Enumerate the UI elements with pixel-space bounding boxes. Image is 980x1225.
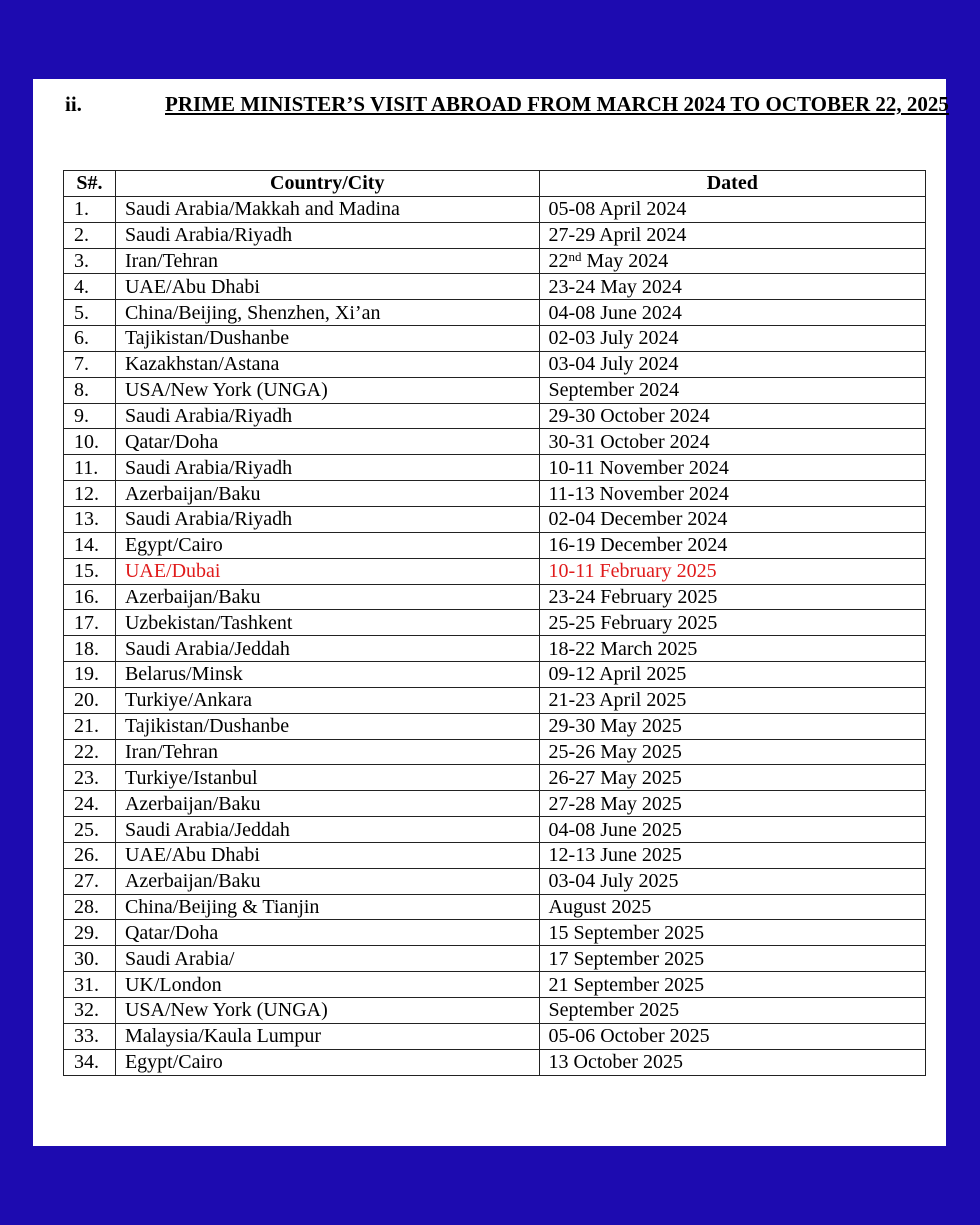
serial-number-cell: 10. bbox=[64, 429, 116, 455]
serial-number-cell: 3. bbox=[64, 248, 116, 274]
serial-number-cell: 11. bbox=[64, 455, 116, 481]
date-cell: 02-03 July 2024 bbox=[539, 326, 925, 352]
serial-number-cell: 18. bbox=[64, 636, 116, 662]
date-cell: 05-08 April 2024 bbox=[539, 196, 925, 222]
date-cell: 25-25 February 2025 bbox=[539, 610, 925, 636]
date-cell: 16-19 December 2024 bbox=[539, 532, 925, 558]
country-city-cell: Turkiye/Ankara bbox=[115, 687, 539, 713]
date-ordinal-suffix: nd bbox=[568, 248, 582, 264]
serial-number-cell: 25. bbox=[64, 817, 116, 843]
table-row bbox=[64, 300, 926, 326]
section-number: ii. bbox=[65, 92, 82, 116]
date-cell: September 2025 bbox=[539, 998, 925, 1024]
table-row bbox=[64, 998, 926, 1024]
table-row bbox=[64, 817, 926, 843]
country-city-cell: Iran/Tehran bbox=[115, 248, 539, 274]
table-row bbox=[64, 274, 926, 300]
table-row bbox=[64, 222, 926, 248]
date-cell: 10-11 February 2025 bbox=[539, 558, 925, 584]
country-city-cell: USA/New York (UNGA) bbox=[115, 998, 539, 1024]
table-row bbox=[64, 687, 926, 713]
table-row bbox=[64, 972, 926, 998]
country-city-cell: China/Beijing, Shenzhen, Xi’an bbox=[115, 300, 539, 326]
serial-number-cell: 4. bbox=[64, 274, 116, 300]
table-row bbox=[64, 946, 926, 972]
date-cell: 04-08 June 2025 bbox=[539, 817, 925, 843]
table-body bbox=[64, 196, 926, 1075]
serial-number-cell: 16. bbox=[64, 584, 116, 610]
country-city-cell: Egypt/Cairo bbox=[115, 532, 539, 558]
serial-number-cell: 31. bbox=[64, 972, 116, 998]
serial-number-cell: 8. bbox=[64, 377, 116, 403]
serial-number-cell: 30. bbox=[64, 946, 116, 972]
table-row bbox=[64, 739, 926, 765]
country-city-cell: Azerbaijan/Baku bbox=[115, 868, 539, 894]
date-cell: 03-04 July 2025 bbox=[539, 868, 925, 894]
date-cell: 26-27 May 2025 bbox=[539, 765, 925, 791]
country-city-cell: Qatar/Doha bbox=[115, 429, 539, 455]
country-city-cell: Azerbaijan/Baku bbox=[115, 584, 539, 610]
country-city-cell: Azerbaijan/Baku bbox=[115, 791, 539, 817]
country-city-cell: UAE/Abu Dhabi bbox=[115, 274, 539, 300]
country-city-cell: Iran/Tehran bbox=[115, 739, 539, 765]
serial-number-cell: 24. bbox=[64, 791, 116, 817]
country-city-cell: Belarus/Minsk bbox=[115, 662, 539, 688]
date-cell: 10-11 November 2024 bbox=[539, 455, 925, 481]
serial-number-cell: 32. bbox=[64, 998, 116, 1024]
date-cell: 21-23 April 2025 bbox=[539, 687, 925, 713]
country-city-cell: Saudi Arabia/Jeddah bbox=[115, 636, 539, 662]
country-city-cell: Saudi Arabia/Riyadh bbox=[115, 455, 539, 481]
visits-table bbox=[63, 170, 926, 1076]
table-row bbox=[64, 248, 926, 274]
serial-number-cell: 28. bbox=[64, 894, 116, 920]
date-cell: 25-26 May 2025 bbox=[539, 739, 925, 765]
serial-number-cell: 26. bbox=[64, 842, 116, 868]
country-city-cell: USA/New York (UNGA) bbox=[115, 377, 539, 403]
table-row bbox=[64, 662, 926, 688]
serial-number-cell: 29. bbox=[64, 920, 116, 946]
table-row bbox=[64, 610, 926, 636]
table-row bbox=[64, 920, 926, 946]
header-dated: Dated bbox=[539, 171, 925, 197]
serial-number-cell: 13. bbox=[64, 506, 116, 532]
country-city-cell: UK/London bbox=[115, 972, 539, 998]
table-row bbox=[64, 584, 926, 610]
country-city-cell: Egypt/Cairo bbox=[115, 1049, 539, 1075]
date-cell: 30-31 October 2024 bbox=[539, 429, 925, 455]
table-row bbox=[64, 1023, 926, 1049]
date-cell: 03-04 July 2024 bbox=[539, 351, 925, 377]
table-row bbox=[64, 636, 926, 662]
section-title: PRIME MINISTER’S VISIT ABROAD FROM MARCH 2024 TO OCTOBER 22, 2025 bbox=[165, 92, 949, 116]
serial-number-cell: 12. bbox=[64, 481, 116, 507]
country-city-cell: Turkiye/Istanbul bbox=[115, 765, 539, 791]
date-cell bbox=[539, 248, 925, 274]
document-page bbox=[33, 79, 949, 1146]
date-cell: 27-28 May 2025 bbox=[539, 791, 925, 817]
serial-number-cell: 9. bbox=[64, 403, 116, 429]
table-row bbox=[64, 791, 926, 817]
table-row bbox=[64, 868, 926, 894]
country-city-cell: Saudi Arabia/Riyadh bbox=[115, 403, 539, 429]
serial-number-cell: 23. bbox=[64, 765, 116, 791]
country-city-cell: Uzbekistan/Tashkent bbox=[115, 610, 539, 636]
serial-number-cell: 34. bbox=[64, 1049, 116, 1075]
date-cell: 15 September 2025 bbox=[539, 920, 925, 946]
country-city-cell: China/Beijing & Tianjin bbox=[115, 894, 539, 920]
date-cell: 13 October 2025 bbox=[539, 1049, 925, 1075]
country-city-cell: Malaysia/Kaula Lumpur bbox=[115, 1023, 539, 1049]
table-row bbox=[64, 1049, 926, 1075]
serial-number-cell: 17. bbox=[64, 610, 116, 636]
country-city-cell: Saudi Arabia/Riyadh bbox=[115, 222, 539, 248]
table-row bbox=[64, 196, 926, 222]
table-row bbox=[64, 506, 926, 532]
date-cell: 05-06 October 2025 bbox=[539, 1023, 925, 1049]
date-cell: 09-12 April 2025 bbox=[539, 662, 925, 688]
country-city-cell: Saudi Arabia/ bbox=[115, 946, 539, 972]
date-cell: 23-24 May 2024 bbox=[539, 274, 925, 300]
serial-number-cell: 14. bbox=[64, 532, 116, 558]
table-row bbox=[64, 481, 926, 507]
table-header-row bbox=[64, 171, 926, 197]
date-cell: 29-30 October 2024 bbox=[539, 403, 925, 429]
date-cell: 02-04 December 2024 bbox=[539, 506, 925, 532]
header-country-city: Country/City bbox=[115, 171, 539, 197]
date-cell: 18-22 March 2025 bbox=[539, 636, 925, 662]
table-row bbox=[64, 842, 926, 868]
serial-number-cell: 19. bbox=[64, 662, 116, 688]
serial-number-cell: 1. bbox=[64, 196, 116, 222]
table-row bbox=[64, 894, 926, 920]
country-city-cell: Tajikistan/Dushanbe bbox=[115, 713, 539, 739]
country-city-cell: Saudi Arabia/Makkah and Madina bbox=[115, 196, 539, 222]
serial-number-cell: 2. bbox=[64, 222, 116, 248]
date-cell: 12-13 June 2025 bbox=[539, 842, 925, 868]
table-row bbox=[64, 351, 926, 377]
date-cell: 17 September 2025 bbox=[539, 946, 925, 972]
table-row bbox=[64, 713, 926, 739]
date-cell: 23-24 February 2025 bbox=[539, 584, 925, 610]
table-row bbox=[64, 532, 926, 558]
serial-number-cell: 15. bbox=[64, 558, 116, 584]
header-serial: S#. bbox=[64, 171, 116, 197]
date-day: 22 bbox=[548, 249, 569, 272]
country-city-cell: UAE/Abu Dhabi bbox=[115, 842, 539, 868]
country-city-cell: Saudi Arabia/Riyadh bbox=[115, 506, 539, 532]
table-row bbox=[64, 403, 926, 429]
table-row bbox=[64, 429, 926, 455]
date-cell: 27-29 April 2024 bbox=[539, 222, 925, 248]
country-city-cell: UAE/Dubai bbox=[115, 558, 539, 584]
table-row bbox=[64, 455, 926, 481]
date-cell: 11-13 November 2024 bbox=[539, 481, 925, 507]
serial-number-cell: 5. bbox=[64, 300, 116, 326]
country-city-cell: Tajikistan/Dushanbe bbox=[115, 326, 539, 352]
table-row bbox=[64, 377, 926, 403]
date-cell: September 2024 bbox=[539, 377, 925, 403]
country-city-cell: Azerbaijan/Baku bbox=[115, 481, 539, 507]
table-row bbox=[64, 765, 926, 791]
serial-number-cell: 22. bbox=[64, 739, 116, 765]
date-cell: 29-30 May 2025 bbox=[539, 713, 925, 739]
date-month-year: May 2024 bbox=[581, 249, 669, 272]
serial-number-cell: 33. bbox=[64, 1023, 116, 1049]
country-city-cell: Qatar/Doha bbox=[115, 920, 539, 946]
date-cell: 04-08 June 2024 bbox=[539, 300, 925, 326]
serial-number-cell: 20. bbox=[64, 687, 116, 713]
serial-number-cell: 7. bbox=[64, 351, 116, 377]
table-row bbox=[64, 326, 926, 352]
country-city-cell: Kazakhstan/Astana bbox=[115, 351, 539, 377]
serial-number-cell: 6. bbox=[64, 326, 116, 352]
date-cell: 21 September 2025 bbox=[539, 972, 925, 998]
date-cell: August 2025 bbox=[539, 894, 925, 920]
serial-number-cell: 27. bbox=[64, 868, 116, 894]
country-city-cell: Saudi Arabia/Jeddah bbox=[115, 817, 539, 843]
serial-number-cell: 21. bbox=[64, 713, 116, 739]
table-row bbox=[64, 558, 926, 584]
